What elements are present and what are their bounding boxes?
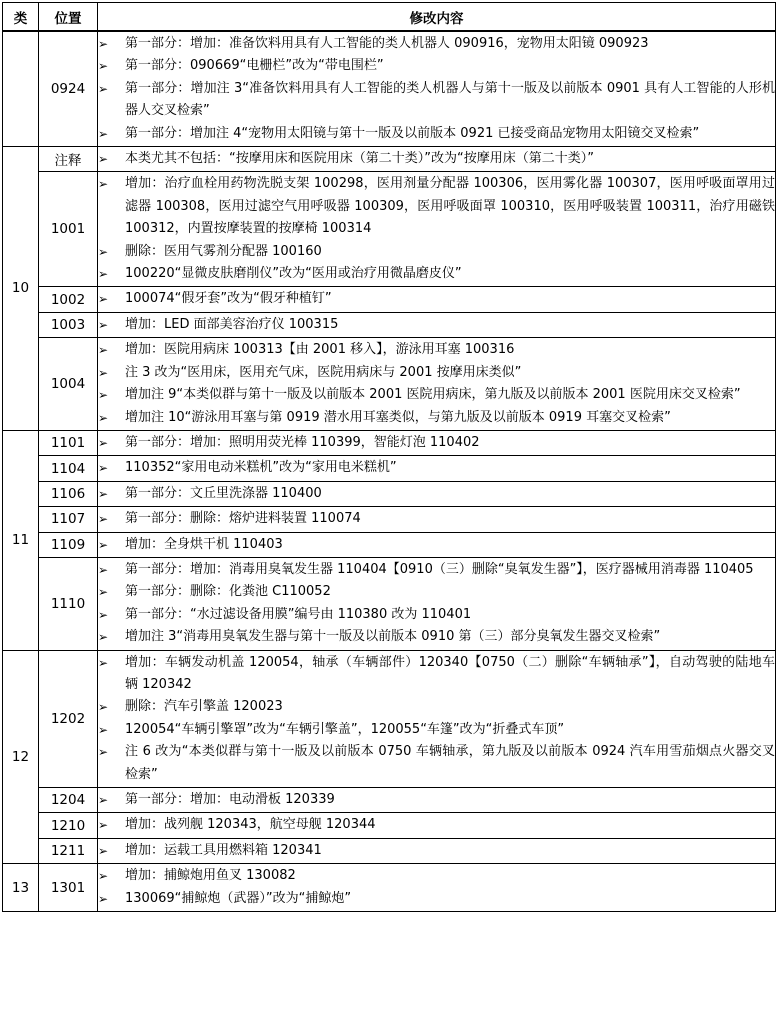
position-cell: 1210 <box>39 813 98 838</box>
list-item <box>98 581 775 603</box>
content-cell <box>98 507 776 532</box>
position-cell: 1109 <box>39 532 98 557</box>
arrow-bullet-icon: ➢ <box>98 152 109 167</box>
list-item <box>98 559 775 581</box>
content-cell <box>98 650 776 787</box>
table-row <box>3 312 776 337</box>
change-text: 100220“显微皮肤磨削仪”改为“医用或治疗用微晶磨皮仪” <box>125 266 462 282</box>
arrow-bullet-icon: ➢ <box>98 585 109 600</box>
arrow-bullet-icon: ➢ <box>98 365 109 380</box>
arrow-bullet-icon: ➢ <box>98 562 109 577</box>
position-cell: 1001 <box>39 172 98 287</box>
arrow-bullet-icon: ➢ <box>98 891 109 906</box>
change-list <box>98 431 775 455</box>
table-row <box>3 813 776 838</box>
content-cell <box>98 287 776 312</box>
list-item <box>98 123 775 145</box>
arrow-bullet-icon: ➢ <box>98 537 109 552</box>
change-text: 注 3 改为“医用床，医用充气床，医院用病床与 2001 按摩用床类似” <box>125 364 522 380</box>
content-cell <box>98 430 776 455</box>
table-row <box>3 557 776 650</box>
change-text: 增加注 9“本类似群与第十一版及以前版本 2001 医院用病床，第九版及以前版本 2001 医院用床交叉检索” <box>125 387 741 403</box>
list-item <box>98 362 775 384</box>
arrow-bullet-icon: ➢ <box>98 722 109 737</box>
class-number-cell: 12 <box>3 650 39 864</box>
change-text: 130069“捕鲸炮（武器）”改为“捕鲸炮” <box>125 890 352 906</box>
arrow-bullet-icon: ➢ <box>98 486 109 501</box>
table-row <box>3 287 776 312</box>
change-text: 删除：汽车引擎盖 120023 <box>125 699 283 715</box>
position-cell: 1003 <box>39 312 98 337</box>
change-text: 增加：战列舰 120343，航空母舰 120344 <box>125 817 376 833</box>
change-list <box>98 456 775 480</box>
change-text: 第一部分：文丘里洗涤器 110400 <box>125 485 322 501</box>
table-row <box>3 650 776 787</box>
change-text: 增加：运载工具用燃料箱 120341 <box>125 842 322 858</box>
change-list <box>98 864 775 911</box>
table-row <box>3 172 776 287</box>
arrow-bullet-icon: ➢ <box>98 317 109 332</box>
change-list <box>98 507 775 531</box>
amendment-table <box>2 2 776 912</box>
table-row <box>3 532 776 557</box>
class-number-cell <box>3 31 39 147</box>
change-text: 增加：全身烘干机 110403 <box>125 536 283 552</box>
arrow-bullet-icon: ➢ <box>98 435 109 450</box>
change-list <box>98 172 775 286</box>
content-cell <box>98 557 776 650</box>
list-item <box>98 888 775 910</box>
arrow-bullet-icon: ➢ <box>98 81 109 96</box>
arrow-bullet-icon: ➢ <box>98 410 109 425</box>
header-content: 修改内容 <box>98 3 776 32</box>
list-item <box>98 78 775 123</box>
header-position: 位置 <box>39 3 98 32</box>
table-row <box>3 147 776 172</box>
change-list <box>98 788 775 812</box>
change-list <box>98 839 775 863</box>
change-text: 第一部分：增加：照明用荧光棒 110399，智能灯泡 110402 <box>125 434 480 450</box>
arrow-bullet-icon: ➢ <box>98 700 109 715</box>
list-item <box>98 432 775 454</box>
change-text: 110352“家用电动米糕机”改为“家用电米糕机” <box>125 460 397 476</box>
change-text: 第一部分：增加：准备饮料用具有人工智能的类人机器人 090916，宠物用太阳镜 090923 <box>125 36 649 51</box>
list-item <box>98 55 775 77</box>
arrow-bullet-icon: ➢ <box>98 793 109 807</box>
list-item <box>98 840 775 862</box>
content-cell <box>98 813 776 838</box>
position-cell: 注释 <box>39 147 98 172</box>
arrow-bullet-icon: ➢ <box>98 177 109 192</box>
list-item <box>98 604 775 626</box>
arrow-bullet-icon: ➢ <box>98 388 109 403</box>
change-text: 第一部分：增加注 4“宠物用太阳镜与第十一版及以前版本 0921 已接受商品宠物用太阳镜交叉检索” <box>125 125 700 141</box>
change-list <box>98 533 775 557</box>
table-row <box>3 507 776 532</box>
arrow-bullet-icon: ➢ <box>98 655 109 670</box>
arrow-bullet-icon: ➢ <box>98 37 109 51</box>
class-number-cell: 10 <box>3 147 39 431</box>
change-text: 第一部分：增加：消毒用臭氧发生器 110404【0910（三）删除“臭氧发生器”】，医疗器械用消毒器 110405 <box>125 561 754 577</box>
arrow-bullet-icon: ➢ <box>98 512 109 527</box>
content-cell <box>98 338 776 431</box>
list-item <box>98 407 775 429</box>
content-cell <box>98 312 776 337</box>
class-number-cell: 13 <box>3 864 39 912</box>
change-text: 注 6 改为“本类似群与第十一版及以前版本 0750 车辆轴承，第九版及以前版本 0924 汽车用雪茄烟点火器交叉检索” <box>125 744 775 782</box>
arrow-bullet-icon: ➢ <box>98 461 109 476</box>
change-text: 第一部分：增加：电动滑板 120339 <box>125 792 335 807</box>
table-row <box>3 31 776 147</box>
change-text: 增加：车辆发动机盖 120054，轴承（车辆部件）120340【0750（二）删除“车辆轴承”】，自动驾驶的陆地车辆 120342 <box>125 654 775 692</box>
table-row <box>3 456 776 481</box>
change-list <box>98 147 775 171</box>
list-item <box>98 719 775 741</box>
header-class: 类 <box>3 3 39 32</box>
table-row <box>3 430 776 455</box>
change-text: 第一部分：删除：化粪池 C110052 <box>125 584 331 600</box>
list-item <box>98 865 775 887</box>
table-row <box>3 338 776 431</box>
content-cell <box>98 864 776 912</box>
list-item <box>98 626 775 648</box>
list-item <box>98 457 775 479</box>
arrow-bullet-icon: ➢ <box>98 343 109 358</box>
change-list <box>98 313 775 337</box>
change-text: 增加注 10“游泳用耳塞与第 0919 潜水用耳塞类似，与第九版及以前版本 0919 耳塞交叉检索” <box>125 409 671 425</box>
content-cell <box>98 481 776 506</box>
position-cell: 1106 <box>39 481 98 506</box>
change-list <box>98 813 775 837</box>
position-cell: 1211 <box>39 838 98 863</box>
change-text: 增加：治疗血栓用药物洗脱支架 100298，医用剂量分配器 100306，医用雾化器 100307，医用呼吸面罩用过滤器 100308，医用过滤空气用呼吸器 100309，医用呼吸面罩 100310，医用呼吸装置 100311，治疗用磁铁 100312，内置按摩装置的按摩椅 100314 <box>125 176 775 237</box>
change-text: 增加：捕鲸炮用鱼叉 130082 <box>125 868 296 884</box>
change-list <box>98 287 775 311</box>
list-item <box>98 652 775 697</box>
change-text: 第一部分：增加注 3“准备饮料用具有人工智能的类人机器人与第十一版及以前版本 0901 具有人工智能的人形机器人交叉检索” <box>125 80 775 119</box>
position-cell: 1202 <box>39 650 98 787</box>
list-item <box>98 789 775 811</box>
list-item <box>98 263 775 285</box>
table-row <box>3 481 776 506</box>
position-cell: 1104 <box>39 456 98 481</box>
position-cell: 0924 <box>39 31 98 147</box>
table-row <box>3 788 776 813</box>
arrow-bullet-icon: ➢ <box>98 745 109 760</box>
change-list <box>98 32 775 146</box>
content-cell <box>98 147 776 172</box>
table-row <box>3 838 776 863</box>
content-cell <box>98 31 776 147</box>
change-text: 第一部分：删除：熔炉进料装置 110074 <box>125 511 361 527</box>
list-item <box>98 241 775 263</box>
position-cell: 1204 <box>39 788 98 813</box>
table-row <box>3 864 776 912</box>
change-text: 100074“假牙套”改为“假牙种植钉” <box>125 291 332 307</box>
class-number-cell: 11 <box>3 430 39 650</box>
position-cell: 1101 <box>39 430 98 455</box>
list-item <box>98 173 775 240</box>
change-text: 本类尤其不包括：“按摩用床和医院用床（第二十类）”改为“按摩用床（第二十类）” <box>125 151 594 167</box>
list-item <box>98 483 775 505</box>
list-item <box>98 314 775 336</box>
change-list <box>98 558 775 650</box>
arrow-bullet-icon: ➢ <box>98 292 109 307</box>
arrow-bullet-icon: ➢ <box>98 869 109 884</box>
change-list <box>98 338 775 430</box>
change-text: 增加：医院用病床 100313【由 2001 移入】，游泳用耳塞 100316 <box>125 342 515 358</box>
change-text: 增加：LED 面部美容治疗仪 100315 <box>125 316 339 332</box>
position-cell: 1004 <box>39 338 98 431</box>
arrow-bullet-icon: ➢ <box>98 818 109 833</box>
header-row <box>3 3 776 32</box>
content-cell <box>98 172 776 287</box>
content-cell <box>98 532 776 557</box>
list-item <box>98 384 775 406</box>
list-item <box>98 534 775 556</box>
arrow-bullet-icon: ➢ <box>98 244 109 259</box>
arrow-bullet-icon: ➢ <box>98 843 109 858</box>
position-cell: 1110 <box>39 557 98 650</box>
list-item <box>98 339 775 361</box>
change-text: 第一部分：090669“电栅栏”改为“带电围栏” <box>125 58 384 74</box>
arrow-bullet-icon: ➢ <box>98 267 109 282</box>
position-cell: 1002 <box>39 287 98 312</box>
position-cell: 1301 <box>39 864 98 912</box>
list-item <box>98 33 775 55</box>
arrow-bullet-icon: ➢ <box>98 59 109 74</box>
change-text: 增加注 3“消毒用臭氧发生器与第十一版及以前版本 0910 第（三）部分臭氧发生器交叉检索” <box>125 629 661 645</box>
content-cell <box>98 788 776 813</box>
list-item <box>98 696 775 718</box>
content-cell <box>98 456 776 481</box>
arrow-bullet-icon: ➢ <box>98 607 109 622</box>
change-list <box>98 651 775 787</box>
content-cell <box>98 838 776 863</box>
list-item <box>98 814 775 836</box>
change-text: 第一部分：“水过滤设备用膜”编号由 110380 改为 110401 <box>125 606 472 622</box>
change-list <box>98 482 775 506</box>
position-cell: 1107 <box>39 507 98 532</box>
change-text: 120054“车辆引擎罩”改为“车辆引擎盖”，120055“车篷”改为“折叠式车顶” <box>125 721 565 737</box>
list-item <box>98 741 775 786</box>
table-body <box>3 31 776 912</box>
change-text: 删除：医用气雾剂分配器 100160 <box>125 243 322 259</box>
list-item <box>98 288 775 310</box>
arrow-bullet-icon: ➢ <box>98 126 109 141</box>
list-item <box>98 148 775 170</box>
list-item <box>98 508 775 530</box>
arrow-bullet-icon: ➢ <box>98 630 109 645</box>
